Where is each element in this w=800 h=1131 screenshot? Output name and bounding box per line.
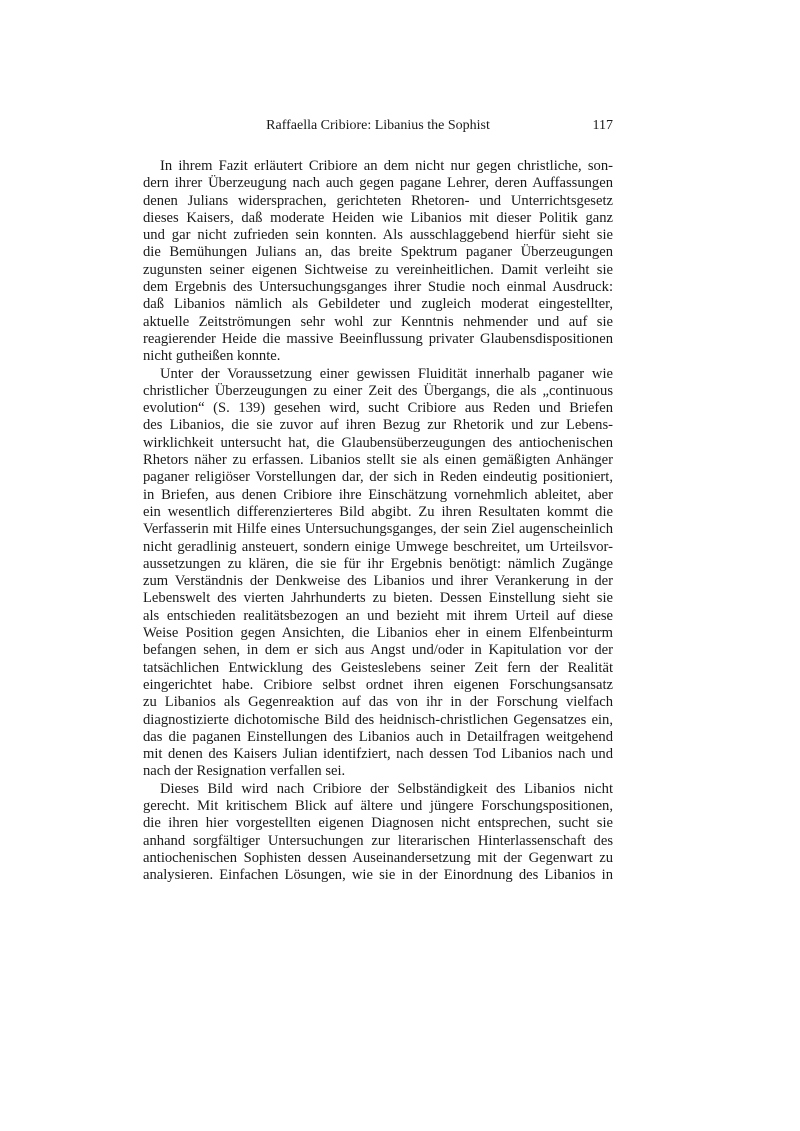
text-line: gerecht. Mit kritischem Blick auf ältere und jüngere Forschungspositionen, xyxy=(143,797,613,814)
text-line: nach der Resignation verfallen sei. xyxy=(143,763,346,780)
text-line: antiochenischen Sophisten dessen Auseinandersetzung mit der Gegenwart zu xyxy=(143,849,613,866)
text-line: aussetzungen zu klären, die sie für ihr Ergebnis benötigt: nämlich Zugänge xyxy=(143,555,613,572)
text-line: ein wesentlich differenzierteres Bild abgibt. Zu ihren Resultaten kommt die xyxy=(143,503,613,520)
paragraph xyxy=(143,366,613,781)
text-line: zugunsten seiner eigenen Sichtweise zu vereinheitlichen. Damit verleiht sie xyxy=(143,261,613,278)
text-line: dern ihrer Überzeugung nach auch gegen pagane Lehrer, deren Auffassungen xyxy=(143,175,613,192)
text-line: daß Libanios nämlich als Gebildeter und zugleich moderat eingestellter, xyxy=(143,296,613,313)
text-line: mit denen des Kaisers Julian identifziert, nach dessen Tod Libanios nach und xyxy=(143,746,613,763)
text-line: Weise Position gegen Ansichten, die Libanios eher in einem Elfenbeinturm xyxy=(143,625,613,642)
running-header xyxy=(143,118,613,136)
text-line: wirklichkeit untersucht hat, die Glaubensüberzeugungen des antiochenischen xyxy=(143,434,613,451)
text-line: nicht geradlinig ansteuert, sondern einige Umwege beschreitet, um Urteilsvor- xyxy=(143,538,613,555)
text-line: Dieses Bild wird nach Cribiore der Selbständigkeit des Libanios nicht xyxy=(160,780,613,797)
text-line: die Bemühungen Julians an, das breite Spektrum paganer Überzeugungen xyxy=(143,244,613,261)
text-line: als entschieden realitätsbezogen an und bezieht mit ihrem Urteil auf diese xyxy=(143,607,613,624)
text-line: eingerichtet habe. Cribiore selbst ordnet ihren eigenen Forschungsansatz xyxy=(143,676,613,693)
text-line: Lebenswelt des vierten Jahrhunderts zu bieten. Dessen Einstellung sieht sie xyxy=(143,590,613,607)
text-line: anhand sorgfältiger Untersuchungen zur literarischen Hinterlassenschaft des xyxy=(143,832,613,849)
text-line: Verfasserin mit Hilfe eines Untersuchungsganges, der sein Ziel augenscheinlich xyxy=(143,521,613,538)
text-line: dieses Kaisers, daß moderate Heiden wie Libanios mit dieser Politik ganz xyxy=(143,209,613,226)
page-number: 117 xyxy=(592,118,613,133)
text-line: in Briefen, aus denen Cribiore ihre Einschätzung vornehmlich ableitet, aber xyxy=(143,486,613,503)
text-line: Unter der Voraussetzung einer gewissen Fluidität innerhalb paganer wie xyxy=(160,365,613,382)
text-line: tatsächlichen Entwicklung des Geisteslebens seiner Zeit fern der Realität xyxy=(143,659,613,676)
text-line: evolution“ (S. 139) gesehen wird, sucht Cribiore aus Reden und Briefen xyxy=(143,400,613,417)
running-title: Raffaella Cribiore: Libanius the Sophist xyxy=(266,118,490,133)
text-line: das die paganen Einstellungen des Libanios auch in Detailfragen weitgehend xyxy=(143,728,613,745)
text-line: dem Ergebnis des Untersuchungsganges ihrer Studie noch einmal Ausdruck: xyxy=(143,279,613,296)
text-line: zum Verständnis der Denkweise des Libanios und ihrer Verankerung in der xyxy=(143,573,613,590)
text-line: die ihren hier vorgestellten eigenen Diagnosen nicht entsprechen, sucht sie xyxy=(143,815,613,832)
text-line: denen Julians widersprachen, gerichteten Rhetoren- und Unterrichtsgesetz xyxy=(143,192,613,209)
text-line: Rhetors näher zu erfassen. Libanios stellt sie als einen gemäßigten Anhänger xyxy=(143,452,613,469)
body-text xyxy=(143,158,613,884)
text-line: zu Libanios als Gegenreaktion auf das von ihr in der Forschung vielfach xyxy=(143,694,613,711)
text-line: christlicher Überzeugungen zu einer Zeit des Übergangs, die als „continuous xyxy=(143,382,613,399)
text-line: nicht gutheißen konnte. xyxy=(143,348,281,365)
text-line: analysieren. Einfachen Lösungen, wie sie in der Einordnung des Libanios in xyxy=(143,867,613,884)
text-line: reagierender Heide die massive Beeinflussung privater Glaubensdispositionen xyxy=(143,330,613,347)
text-line: In ihrem Fazit erläutert Cribiore an dem nicht nur gegen christliche, son- xyxy=(160,158,613,174)
text-line: diagnostizierte dichotomische Bild des heidnisch-christlichen Gegensatzes ein, xyxy=(143,711,613,728)
text-line: paganer religiöser Vorstellungen dar, der sich in Reden eindeutig positioniert, xyxy=(143,469,613,486)
text-line: aktuelle Zeitströmungen sehr wohl zur Kenntnis nehmender und auf sie xyxy=(143,313,613,330)
paragraph xyxy=(143,781,613,885)
text-line: befangen sehen, in dem er sich aus Angst und/oder in Kapitulation vor der xyxy=(143,642,613,659)
paragraph xyxy=(143,158,613,366)
text-line: des Libanios, die sie zuvor auf ihren Bezug zur Rhetorik und zur Lebens- xyxy=(143,417,613,434)
text-line: und gar nicht zufrieden sein konnten. Als ausschlaggebend hierfür sieht sie xyxy=(143,227,613,244)
